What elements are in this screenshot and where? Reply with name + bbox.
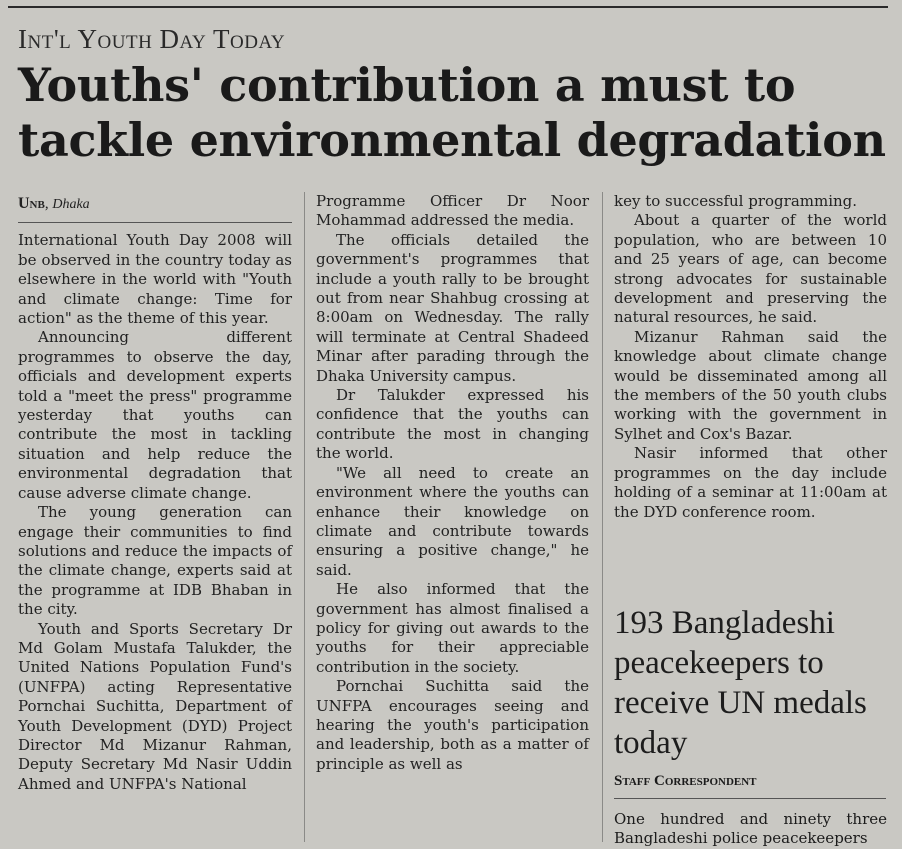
article-column-3 [614,192,887,522]
side-story-body: One hundred and ninety three Bangladeshi police peacekeepers [614,810,887,848]
paragraph: Pornchai Suchitta said the UNFPA encourages seeing and hearing the youth's participation and leadership, both as a matter of principle as well as [316,677,589,773]
paragraph: Programme Officer Dr Noor Mohammad addressed the media. [316,192,589,230]
article-column-2 [316,192,589,774]
top-rule [8,6,888,8]
paragraph: International Youth Day 2008 will be observed in the country today as elsewhere in the world with "Youth and climate change: Time for action" as the theme of this year. [18,231,292,328]
paragraph: The officials detailed the government's programmes that include a youth rally to be brought out from near Shahbug crossing at 8:00am on Wednesday. The rally will terminate at Central Shadeed Minar after parading through the Dhaka University campus. [316,230,589,385]
paragraph: About a quarter of the world population, who are between 10 and 25 years of age, can become strong advocates for sustainable development and preserving the natural resources, he said. [614,211,887,327]
headline: Youths' contribution a must to tackle environmental degradation [18,58,886,167]
side-story-byline: Staff Correspondent [614,773,757,789]
paragraph: He also informed that the government has almost finalised a policy for giving out awards to the youths for their appreciable contribution in the society. [316,580,589,676]
paragraph: Nasir informed that other programmes on the day include holding of a seminar at 11:00am at the DYD conference room. [614,444,887,521]
column-divider [602,192,603,842]
column-divider [304,192,305,842]
paragraph: Dr Talukder expressed his confidence that the youths can contribute the most in changing the world. [316,386,589,463]
article-column-1 [18,192,292,794]
side-story-headline: 193 Bangladeshi peacekeepers to receive UN medals today [614,605,867,761]
paragraph: Mizanur Rahman said the knowledge about climate change would be disseminated among all the members of the 50 youth clubs working with the government in Sylhet and Cox's Bazar. [614,327,887,443]
byline-agency: Unb [18,195,45,212]
paragraph: The young generation can engage their communities to find solutions and reduce the impacts of the climate change, experts said at the programme at IDB Bhaban in the city. [18,503,292,619]
section-kicker: Int'l Youth Day Today [18,24,286,54]
byline-rule [18,222,292,223]
byline-place: Dhaka [52,197,90,212]
paragraph: "We all need to create an environment where the youths can enhance their knowledge on climate and contribute towards ensuring a positive change," he said. [316,463,589,579]
paragraph: Youth and Sports Secretary Dr Md Golam Mustafa Talukder, the United Nations Population Fund's (UNFPA) acting Representative Pornchai Suchitta, Department of Youth Development (DYD) Project Director Md Mizanur Rahman, Deputy Secretary Md Nasir Uddin Ahmed and UNFPA's National [18,619,292,793]
paragraph: Announcing different programmes to observe the day, officials and development experts told a "meet the press" programme yesterday that youths can contribute the most in tackling situation and help reduce the environmental degradation that cause adverse climate change. [18,328,292,502]
paragraph: key to successful programming. [614,192,858,210]
byline: Unb, Dhaka [18,195,90,212]
side-story-rule [614,798,886,799]
